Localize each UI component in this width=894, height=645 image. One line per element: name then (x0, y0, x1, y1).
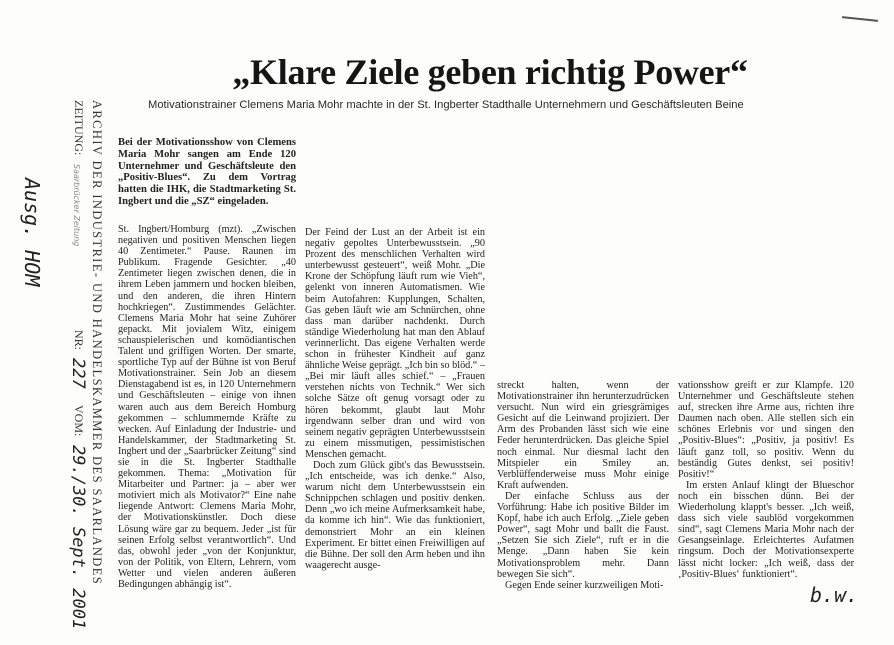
paragraph: Doch zum Glück gibt's das Bewusstsein. „Ich entscheide, was ich denke.“ Also, warum nicht dem Unterbewusstsein ein Schnippchen schlagen und positiv denken. Denn „wo ich meine Aufmerksamkeit habe, da komme ich hin“. Wie das funktioniert, demonstriert Mohr an ein kleinen Experiment. Er bittet einen Freiwilligen auf die Bühne. Der soll den Arm heben und ihn waagerecht ausge- (305, 459, 485, 571)
paragraph: Der einfache Schluss aus der Vorführung: Habe ich positive Bilder im Kopf, habe ich auch Erfolg. „Ziele geben Power“, sagt Mohr und ballt die Faust. „Setzen Sie sich Ziele“, ruft er in die Menge. „Dann haben Sie kein Motivationsproblem mehr. Dann bewegen Sie sich“. (497, 490, 669, 580)
paragraph: Im ersten Anlauf klingt der Blueschor noch ein bisschen dünn. Bei der Wiederholung klappt's besser. „Ich weiß, dass sich viele saublöd vorgekommen sind“, sagt Clemens Maria Mohr nach der Gesangseinlage. Erleichtertes Aufatmen ringsum. Doch der Motivationsexperte lässt nicht locker: „Ich weiß, dass der ‚Positiv-Blues‘ funktioniert“. (678, 479, 854, 580)
archive-stamp (46, 100, 106, 630)
article-headline: „Klare Ziele geben richtig Power“ (232, 52, 748, 92)
paragraph: Gegen Ende seiner kurzweiligen Moti- (505, 579, 664, 591)
zeitung-value: Saarbrücker Zeitung (72, 164, 81, 247)
paragraph: streckt halten, wenn der Motivationstrainer ihn herunterzudrücken versucht. Nun wird ein griesgrämiges Gesicht auf die Leinwand projiziert. Der Arm des Probanden lässt sich wie eine Feder herunterdrücken. Das gleiche Spiel noch einmal. Nur diesmal lacht den Mitspieler ein Smiley an. Verblüffenderweise muss Mohr einige Kraft aufwenden. (497, 380, 669, 491)
vom-value: 29./30. Sept. 2001 (68, 445, 88, 630)
scan-mark (842, 16, 878, 22)
article-column-3 (497, 380, 669, 591)
handwritten-initials: b.w. (810, 583, 859, 607)
handwritten-edition-text: Ausg. HOM (20, 178, 44, 287)
nr-label: NR: (72, 330, 86, 351)
paragraph: St. Ingbert/Homburg (mzt). „Zwischen negativen und positiven Menschen liegen 40 Zentimeter.“ Pause. Raunen im Publikum. Fragende Gesichter. „40 Zentimeter liegen zwischen denen, die in ihrem Leben jammern und hocken bleiben, und den anderen, die ihren Hintern hochkriegen“. Zustimmendes Gelächter. Clemens Maria Mohr hat seine Zuhörer gepackt. Mit jovialem Witz, einigem schauspielerischen und komödiantischen Talent und griffigen Worten. Der smarte, sportliche Typ auf der Bühne ist von Beruf Motivationstrainer. Sein Job an diesem Dienstagabend ist es, in 120 Unternehmern und Geschäftsleuten – einige von ihnen waren auch aus dem Bereich Homburg gekommen – schlummernde Kräfte zu wecken. Auf Einladung der Industrie- und Handelskammer, der Stadtmarketing St. Ingbert und der „Saarbrücker Zeitung“ sind sie in die St. Ingberter Stadthalle gekommen. Thema: „Motivation für Mitarbeiter und Partner: ja – aber wer motiviert mich als Motivator?“ Eine nahe liegende Antwort: Clemens Maria Mohr, der Motivationskünstler. Doch diese Lösung wäre gar zu bequem. Jeder „ist für seinen Erfolg selbst verantwortlich“. Und das, obwohl jeder „von der Konjunktur, von der Politik, von Eltern, Lehrern, vom Wetter und vielen anderen äußeren Bedingungen abhängig ist“. (118, 224, 296, 590)
archive-stamp-fields (62, 100, 88, 630)
archive-stamp-title: ARCHIV DER INDUSTRIE- UND HANDELSKAMMER DES SAARLANDES (90, 100, 104, 586)
article-column-2 (305, 227, 485, 571)
article-lead: Bei der Motivationsshow von Clemens Maria Mohr sangen am Ende 120 Unternehmer und Geschäftsleute den „Positiv-Blues“. Zu dem Vortrag hatten die IHK, die Stadtmarketing St. Ingbert und die „SZ“ eingeladen. (118, 137, 296, 207)
paragraph: Der Feind der Lust an der Arbeit ist ein negativ gepoltes Unterbewusstsein. „90 Prozent des menschlichen Verhalten wird unterbewusst gesteuert“, weiß Mohr. „Die Krone der Schöpfung läuft rum wie Vieh“, gelenkt von inneren Automatismen. Wie beim Autofahren: Kupplungen, Schalten, Gas geben läuft wie am Schnürchen, ohne dass man darüber nachdenkt. Durch ständige Wiederholung hat man den Ablauf verinnerlicht. Das eigene Verhalten werde schon in frühester Kindheit auf ganz ähnliche Weise geprägt. „Ich bin so blöd.“ – „Bei mir läuft alles schief.“ – „Frauen verstehen nichts von Technik.“ Wer sich solche Sätze oft genug vorsagt oder zu hören bekommt, glaubt laut Mohr irgendwann selber dran und wird von seinem negativ geprägten Unterbewusstsein zu einem missmutigen, pessimistischen Menschen gemacht. (305, 227, 485, 460)
article-subhead: Motivationstrainer Clemens Maria Mohr machte in der St. Ingberter Stadthalle Unternehmern und Geschäftsleuten Beine (148, 99, 744, 111)
article-column-1 (118, 224, 296, 590)
paragraph: vationsshow greift er zur Klampfe. 120 Unternehmer und Geschäftsleute stehen auf, strecken ihre Arme aus, richten ihre Daumen nach oben. Alle stellen sich ein schönes Erlebnis vor und singen den „Positiv-Blues“: „Positiv, ja positiv! Es läuft ganz toll, so positiv. Wenn du beständig Gutes denkst, sei positiv! Positiv!“ (678, 380, 854, 480)
nr-value: 227 (68, 358, 88, 389)
vom-label: VOM: (72, 405, 86, 437)
zeitung-label: ZEITUNG: (72, 100, 86, 156)
article-column-4 (678, 380, 854, 580)
